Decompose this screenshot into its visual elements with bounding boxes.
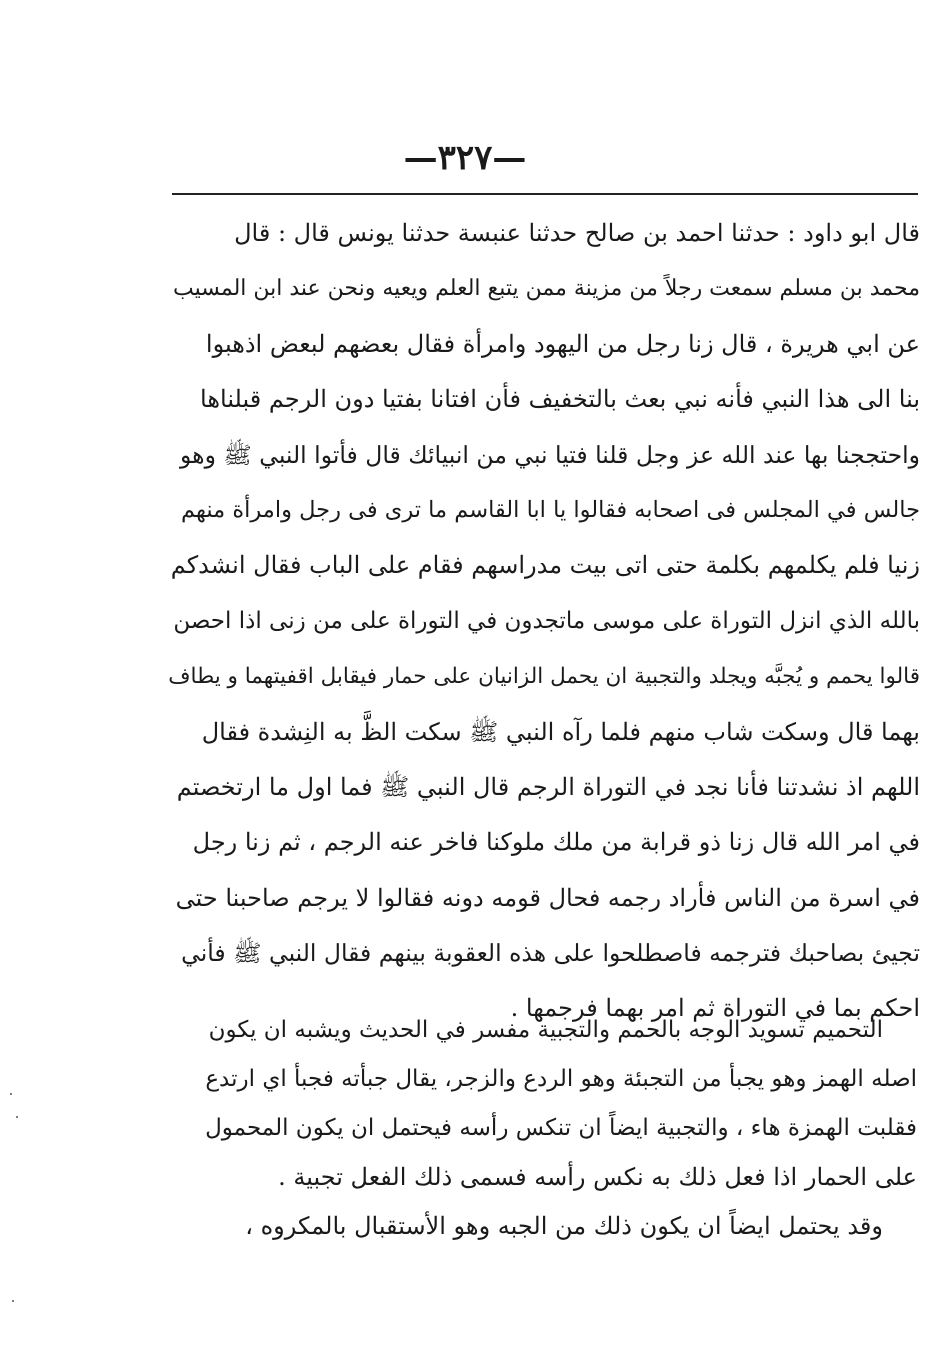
hadith-line: قال ابو داود : حدثنا احمد بن صالح حدثنا عنبسة حدثنا يونس قال : قال bbox=[234, 219, 920, 247]
header-rule bbox=[172, 193, 918, 195]
hadith-line: جالس في المجلس فى اصحابه فقالوا يا ابا القاسم ما ترى فى رجل وامرأة منهم bbox=[181, 496, 920, 523]
margin-speck bbox=[12, 1300, 14, 1302]
hadith-line: اللهم اذ نشدتنا فأنا نجد في التوراة الرجم قال النبي ﷺ فما اول ما ارتخصتم bbox=[176, 772, 920, 801]
commentary-line: التحميم تسويد الوجه بالحمم والتجبية مفسر في الحديث ويشبه ان يكون bbox=[208, 1017, 883, 1043]
hadith-line: احكم بما في التوراة ثم امر بهما فرجمها . bbox=[510, 994, 920, 1023]
hadith-line: عن ابي هريرة ، قال زنا رجل من اليهود وامرأة فقال بعضهم لبعض اذهبوا bbox=[205, 329, 920, 358]
margin-speck bbox=[10, 1093, 12, 1095]
hadith-line: واحتججنا بها عند الله عز وجل قلنا فتيا نبي من انبيائك قال فأتوا النبي ﷺ وهو bbox=[180, 440, 920, 469]
hadith-line: بهما قال وسكت شاب منهم فلما رآه النبي ﷺ سكت الظَّ به النِشدة فقال bbox=[201, 717, 920, 746]
hadith-line: تجيئ بصاحبك فترجمه فاصطلحوا على هذه العقوبة بينهم فقال النبي ﷺ فأني bbox=[181, 939, 920, 968]
commentary-line: وقد يحتمل ايضاً ان يكون ذلك من الجبه وهو الأستقبال بالمكروه ، bbox=[245, 1212, 883, 1240]
commentary-line: على الحمار اذا فعل ذلك به نكس رأسه فسمى ذلك الفعل تجبية . bbox=[278, 1163, 917, 1191]
hadith-line: بالله الذي انزل التوراة على موسى ماتجدون في التوراة على من زنى اذا احصن bbox=[173, 607, 920, 634]
hadith-line: بنا الى هذا النبي فأنه نبي بعث بالتخفيف فأن افتانا بفتيا دون الرجم قبلناها bbox=[200, 385, 920, 414]
hadith-text bbox=[168, 206, 920, 1037]
page-number: —٣٢٧— bbox=[403, 138, 527, 178]
hadith-line: في امر الله قال زنا ذو قرابة من ملك ملوكنا فاخر عنه الرجم ، ثم زنا رجل bbox=[192, 828, 920, 857]
commentary-line: فقلبت الهمزة هاء ، والتجبية ايضاً ان تنكس رأسه فيحتمل ان يكون المحمول bbox=[205, 1115, 917, 1141]
commentary-line: اصله الهمز وهو يجبأ من التجبئة وهو الردع والزجر، يقال جبأته فجبأ اي ارتدع bbox=[205, 1066, 917, 1092]
margin-speck bbox=[16, 1116, 18, 1118]
hadith-line: قالوا يحمم و يُجبَّه ويجلد والتجبية ان يحمل الزانيان على حمار فيقابل اقفيتهما و يطاف bbox=[168, 664, 920, 690]
hadith-line: في اسرة من الناس فأراد رجمه فحال قومه دونه فقالوا لا يرجم صاحبنا حتى bbox=[175, 883, 920, 912]
hadith-line: زنيا فلم يكلمهم بكلمة حتى اتى بيت مدراسهم فقام على الباب فقال انشدكم bbox=[170, 551, 920, 580]
hadith-line: محمد بن مسلم سمعت رجلاً من مزينة ممن يتبع العلم ويعيه ونحن عند ابن المسيب bbox=[173, 276, 920, 302]
commentary-text bbox=[205, 1006, 917, 1251]
